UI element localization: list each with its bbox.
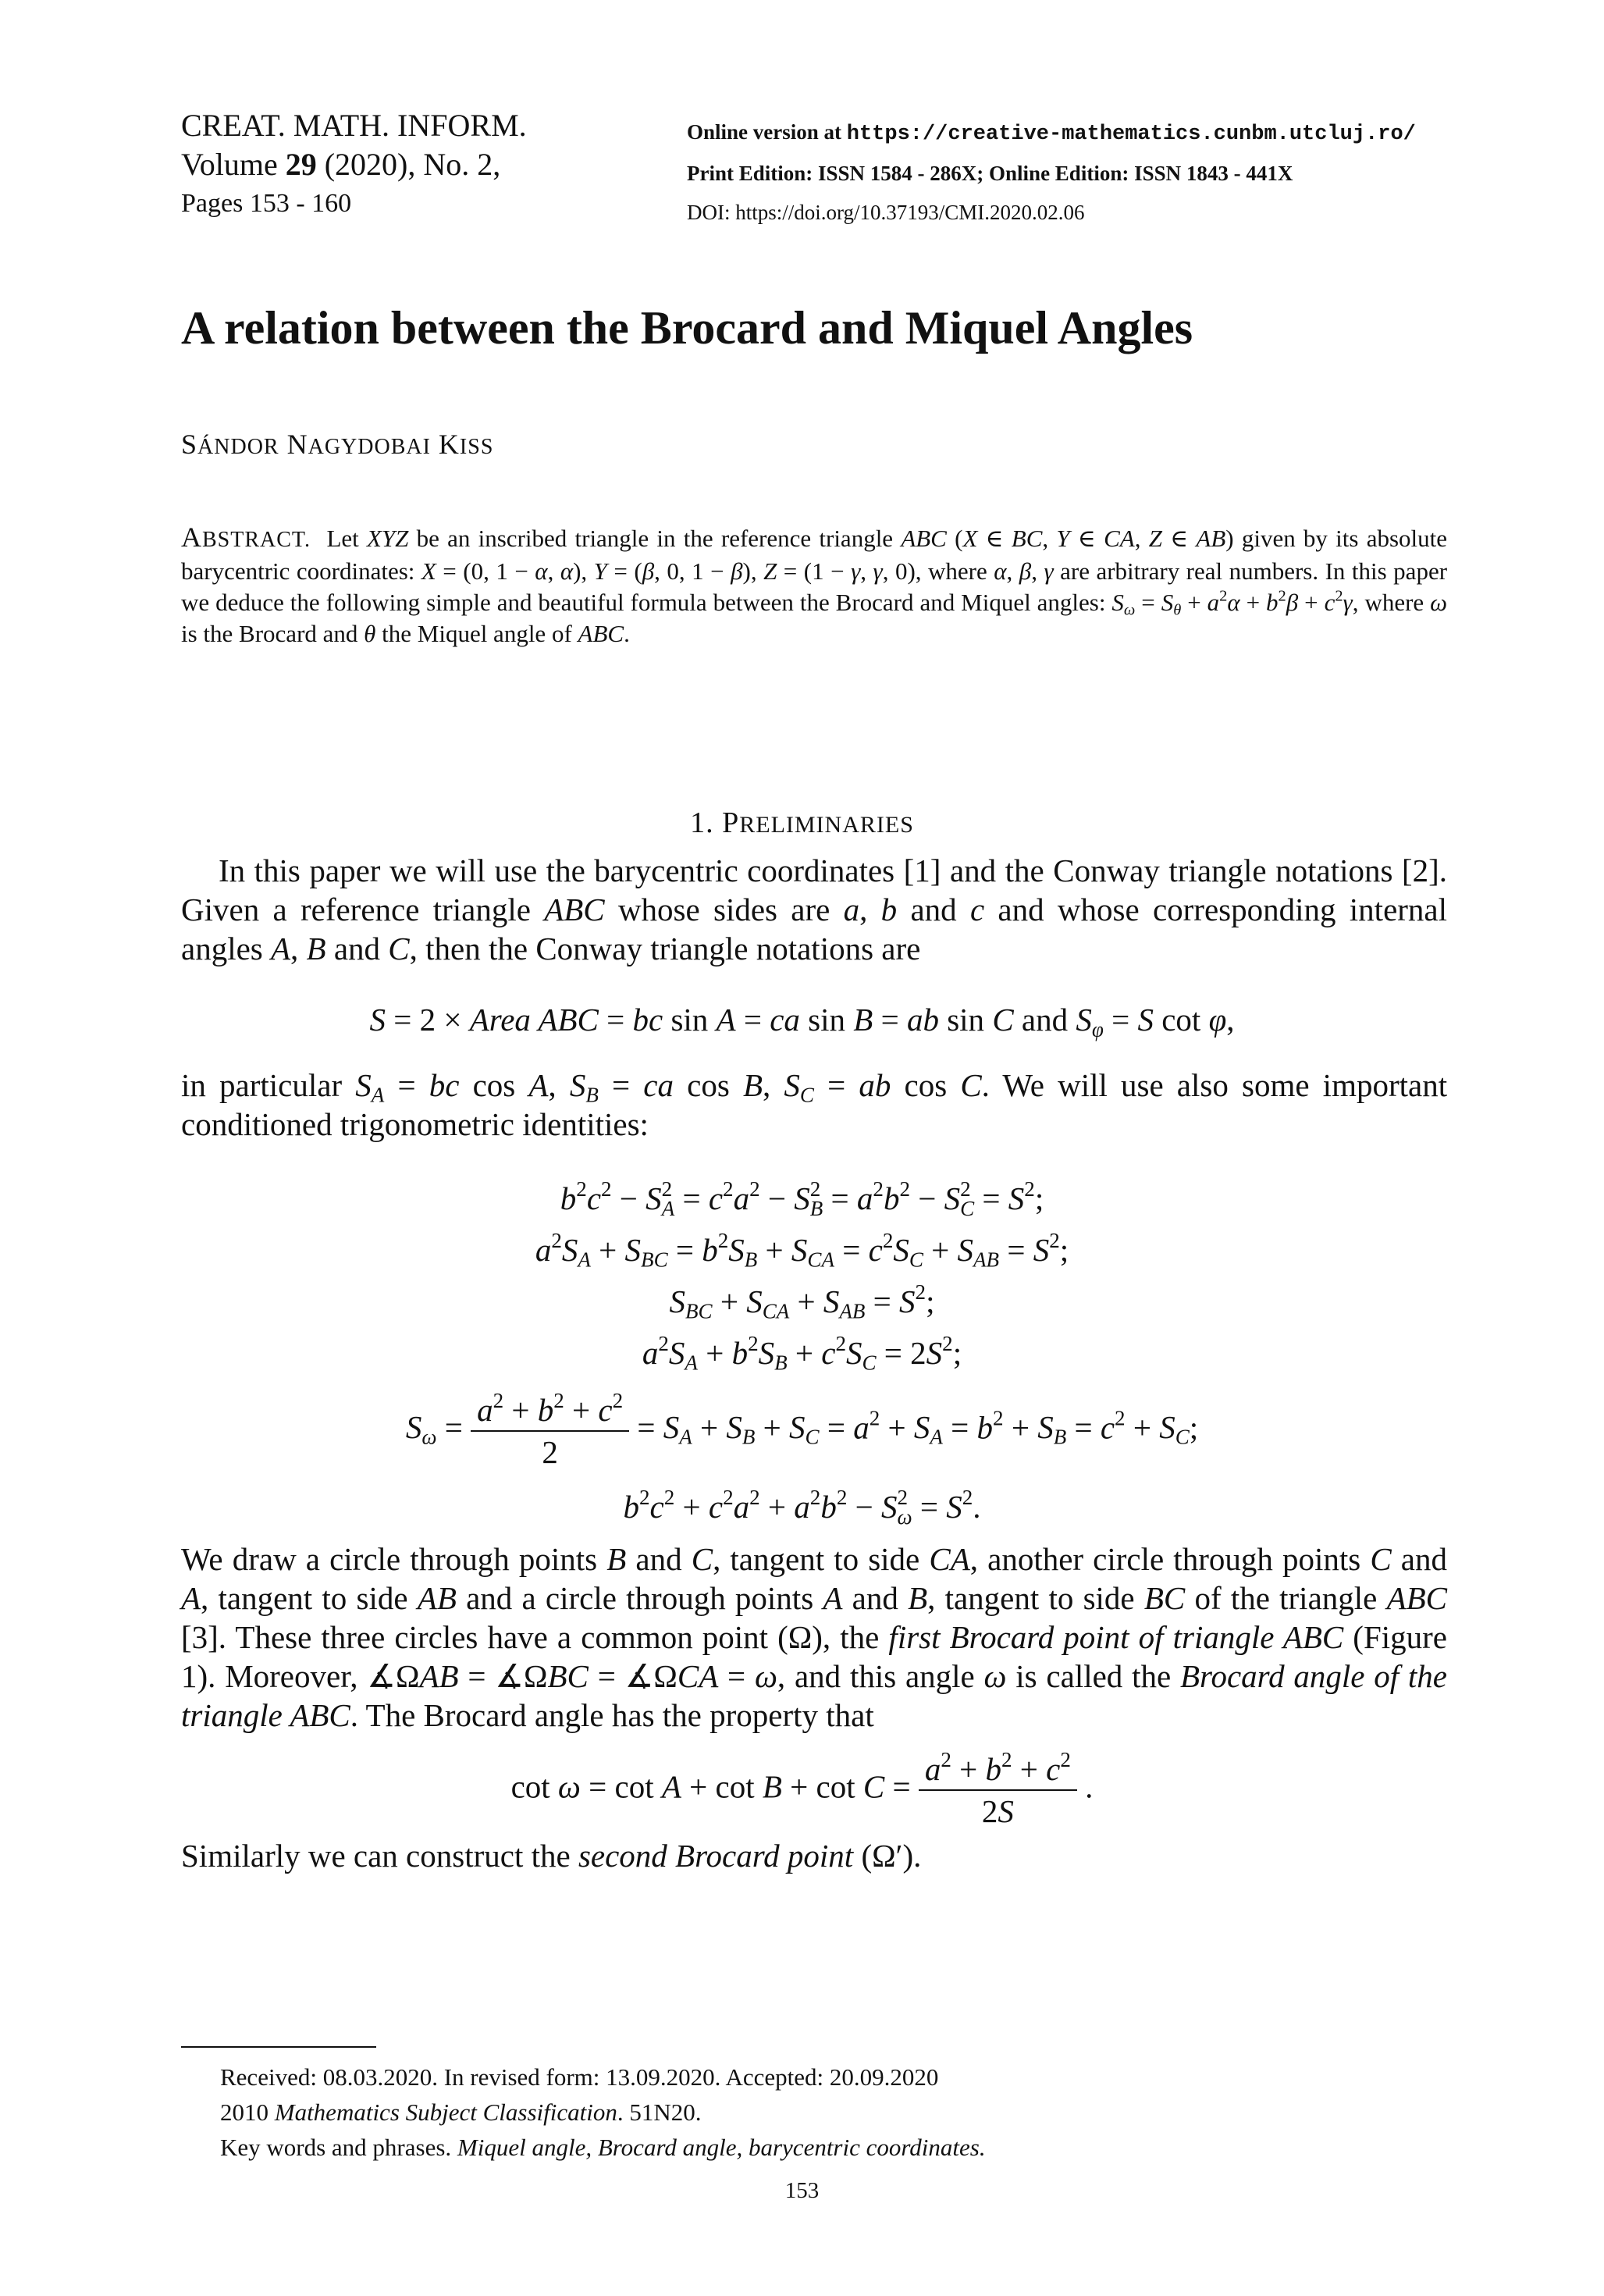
abstract-label: ABSTRACT. bbox=[181, 521, 311, 553]
identities-block bbox=[0, 1173, 1604, 1379]
issn-info: Print Edition: ISSN 1584 - 286X; Online Edition: ISSN 1843 - 441X bbox=[687, 162, 1293, 185]
journal-volume: Volume 29 (2020), No. 2, bbox=[181, 147, 501, 182]
paragraph-1: In this paper we will use the barycentric coordinates [1] and the Conway triangle notations [2]. Given a reference triangle ABC whose sides are a, b and c and whose corresponding internal angles A, B and C, then the Conway triangle notations are bbox=[181, 853, 1448, 966]
author-name: SÁNDOR NAGYDOBAI KISS bbox=[181, 429, 494, 460]
online-version: Online version at https://creative-mathematics.cunbm.utcluj.ro/ bbox=[687, 120, 1416, 146]
page-number: 153 bbox=[784, 2178, 820, 2203]
abstract: ABSTRACT. Let XYZ be an inscribed triangle in the reference triangle ABC (X ∈ BC, Y ∈ CA, Z ∈ AB) given by its absolute barycentric coordinates: X = (0, 1 − α, α), Y = (β, 0, 1 − β), Z = (1 − γ, γ, 0), where α, β, γ are arbitrary real numbers. In this paper we deduce the following simple and beautiful formula between the Brocard and Miquel angles: $S_\omega = S_\theta + a^2\alpha + b^2\beta + c^2\gamma$, where ω is the Brocard and θ the Miquel angle of ABC. bbox=[181, 521, 1448, 647]
identity-6: $b^2c^2 + c^2a^2 + a^2b^2 - S^2_\omega = S^2$. bbox=[623, 1486, 981, 1529]
publication-info bbox=[687, 112, 1416, 232]
equation-cot-omega: cot ω = cot A + cot B + cot C = $\frac{a^2 + b^2 + c^2}{2S}$ . bbox=[510, 1748, 1094, 1829]
msc-classification: 2010 Mathematics Subject Classification. 51N20. bbox=[220, 2098, 702, 2126]
identity-4: $a^2S_A + b^2S_B + c^2S_C = 2S^2$; bbox=[642, 1332, 962, 1375]
received-dates: Received: 08.03.2020. In revised form: 13.09.2020. Accepted: 20.09.2020 bbox=[220, 2063, 939, 2091]
keywords: Key words and phrases. Miquel angle, Brocard angle, barycentric coordinates. bbox=[220, 2134, 986, 2161]
journal-name: CREAT. MATH. INFORM. bbox=[181, 108, 527, 143]
journal-pages: Pages 153 - 160 bbox=[181, 189, 352, 218]
journal-header bbox=[181, 106, 527, 223]
identity-s-omega: $S_\omega$ = $\frac{a^2 + b^2 + c^2}{2}$ = $S_A + S_B + S_C = a^2 + S_A = b^2 + S_B = c^2 + S_C$; bbox=[405, 1389, 1199, 1470]
footnote-rule bbox=[181, 2046, 376, 2048]
online-url[interactable]: https://creative-mathematics.cunbm.utcluj.ro/ bbox=[846, 123, 1416, 146]
paper-title: A relation between the Brocard and Miquel Angles bbox=[181, 302, 1193, 354]
identity-3: $S_{BC} + S_{CA} + S_{AB} = S^2$; bbox=[669, 1280, 935, 1323]
paragraph-4: Similarly we can construct the second Brocard point (Ω′). bbox=[181, 1838, 922, 1874]
doi[interactable]: DOI: https://doi.org/10.37193/CMI.2020.02.06 bbox=[687, 201, 1085, 224]
section-heading: 1. PRELIMINARIES bbox=[690, 806, 914, 839]
paragraph-2: in particular $S_A$ = bc cos A, $S_B$ = ca cos B, $S_C$ = ab cos C. We will use also some important conditioned trigonometric identities: bbox=[181, 1067, 1448, 1142]
equation-conway: S = 2 × Area ABC = bc sin A = ca sin B = ab sin C and $S_\varphi = S$ cot φ, bbox=[369, 1002, 1235, 1041]
footnotes bbox=[220, 2059, 986, 2165]
identity-2: $a^2S_A + S_{BC} = b^2S_B + S_{CA} = c^2S_C + S_{AB} = S^2$; bbox=[535, 1229, 1069, 1272]
paragraph-3: We draw a circle through points B and C, tangent to side CA, another circle through points C and A, tangent to side AB and a circle through points A and B, tangent to side BC of the triangle ABC [3]. These three circles have a common point (Ω), the first Brocard point of triangle ABC (Figure 1). Moreover, ∡ΩAB = ∡ΩBC = ∡ΩCA = ω, and this angle ω is called the Brocard angle of the triangle ABC. The Brocard angle has the property that bbox=[181, 1541, 1448, 1733]
identity-1: $b^2c^2 - S^2_A = c^2a^2 - S^2_B = a^2b^2 - S^2_C = S^2$; bbox=[560, 1177, 1044, 1220]
